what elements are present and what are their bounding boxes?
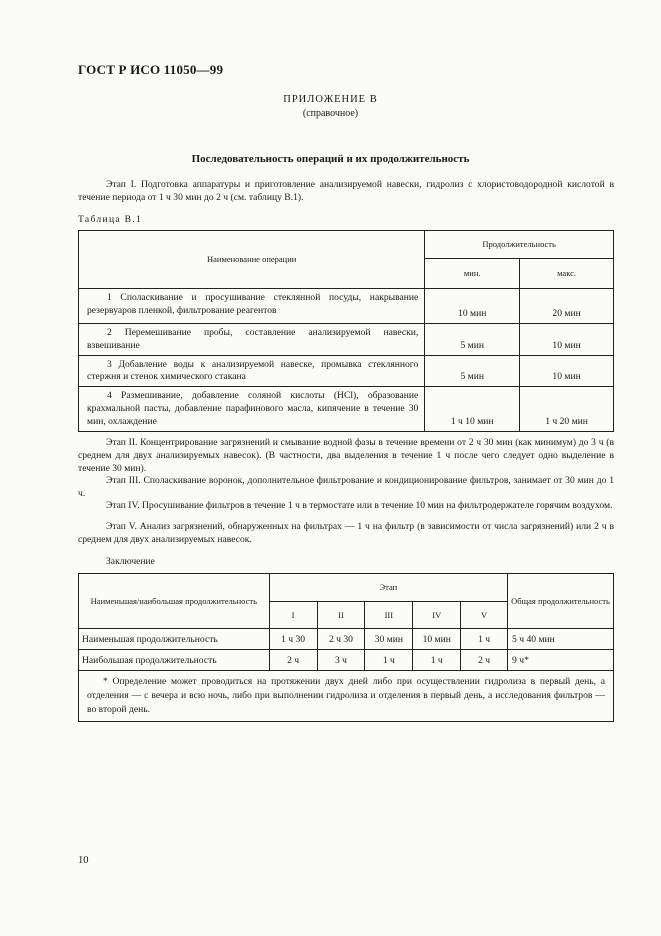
stage1-paragraph: Этап I. Подготовка аппаратуры и приготовление анализируемой навески, гидролиз с хлористоводородной кислотой в течение периода от 1 ч 30 мин до 2 ч (см. таблицу В.1). <box>78 179 614 203</box>
operation-text: 4 Размешивание, добавление соляной кислоты (HCl), образование крахмальной пасты, добавление парафинового масла, кипячение в течение 30 мин, охлаждение <box>87 390 419 427</box>
stage-col-header: IV <box>413 602 461 629</box>
max-cell: 1 ч 20 мин <box>520 387 614 432</box>
total-value: 9 ч* <box>508 650 614 671</box>
stage-value: 2 ч <box>461 650 508 671</box>
min-cell: 1 ч 10 мин <box>425 387 520 432</box>
table-row <box>79 324 614 356</box>
stage2-paragraph: Этап II. Концентрирование загрязнений и смывание водной фазы в течение времени от 2 ч 30 мин (как минимум) до 3 ч (в среднем для двух анализируемых навесок). (В частности, два выделения в течение 1 ч после чего следует одно выделение в течение 30 мин). <box>78 437 614 474</box>
table-row <box>79 289 614 324</box>
conclusion-label: Заключение <box>106 556 155 567</box>
total-value: 5 ч 40 мин <box>508 629 614 650</box>
footnote-text: * Определение может проводиться на протяжении двух дней либо при осуществлении гидролиза в первый день, а отделения — с вечера и всю ночь, либо при выполнении гидролиза и отделения в первый день, а исследования фильтров — во второй день. <box>87 676 605 715</box>
stage-value: 1 ч <box>461 629 508 650</box>
appendix-note: (справочное) <box>302 108 359 119</box>
stage4-paragraph: Этап IV. Просушивание фильтров в течение 1 ч в термостате или в течение 10 мин на фильтродержателе горячим воздухом. <box>106 500 613 511</box>
table-caption: Таблица В.1 <box>78 214 143 225</box>
stage-col-header: I <box>269 602 317 629</box>
max-cell: 10 мин <box>520 324 614 356</box>
stage-value: 1 ч 30 <box>269 629 317 650</box>
section-title: Последовательность операций и их продолжительность <box>191 153 470 165</box>
header-stage: Этап <box>269 574 507 602</box>
stage-col-header: II <box>317 602 365 629</box>
header-total: Общая продолжительность <box>508 574 614 629</box>
summary-table <box>78 573 614 722</box>
header-duration: Продолжительность <box>425 231 614 259</box>
stage-value: 2 ч 30 <box>317 629 365 650</box>
stage-value: 1 ч <box>413 650 461 671</box>
table-row <box>79 650 614 671</box>
row-label: Наименьшая продолжительность <box>79 629 270 650</box>
operations-table <box>78 230 614 432</box>
row-label: Наибольшая продолжительность <box>79 650 270 671</box>
table-row <box>79 629 614 650</box>
stage-value: 1 ч <box>365 650 413 671</box>
stage-col-header: III <box>365 602 413 629</box>
stage-value: 10 мин <box>413 629 461 650</box>
max-cell: 20 мин <box>520 289 614 324</box>
header-min: мин. <box>425 259 520 289</box>
max-cell: 10 мин <box>520 355 614 387</box>
operation-cell <box>79 289 425 324</box>
operation-cell <box>79 355 425 387</box>
min-cell: 10 мин <box>425 289 520 324</box>
operation-cell <box>79 324 425 356</box>
operation-text: 2 Перемешивание пробы, составление анализируемой навески, взвешивание <box>87 327 419 351</box>
stage5-paragraph: Этап V. Анализ загрязнений, обнаруженных на фильтрах — 1 ч на фильтр (в зависимости от числа загрязнений) или 2 ч в среднем для двух анализируемых навесок. <box>78 521 614 545</box>
table-row <box>79 355 614 387</box>
appendix-title: ПРИЛОЖЕНИЕ В <box>283 94 378 105</box>
header-label: Наименьшая/наибольшая продолжительность <box>79 574 270 629</box>
operation-text: 1 Споласкивание и просушивание стеклянной посуды, накрывание резервуаров пленкой, фильтрование реагентов <box>87 292 419 316</box>
header-operation: Наименование операции <box>79 231 425 289</box>
page-number: 10 <box>78 855 89 866</box>
min-cell: 5 мин <box>425 355 520 387</box>
table-footnote <box>79 671 614 722</box>
stage-value: 2 ч <box>269 650 317 671</box>
stage-value: 3 ч <box>317 650 365 671</box>
operation-text: 3 Добавление воды к анализируемой навеске, промывка стеклянного стержня и стенок химического стакана <box>87 358 419 383</box>
stage-col-header: V <box>461 602 508 629</box>
stage3-paragraph: Этап III. Споласкивание воронок, дополнительное фильтрование и кондиционирование фильтров, занимает от 30 мин до 1 ч. <box>78 475 614 499</box>
table-row <box>79 387 614 432</box>
min-cell: 5 мин <box>425 324 520 356</box>
document-id: ГОСТ Р ИСО 11050—99 <box>78 62 224 77</box>
stage-value: 30 мин <box>365 629 413 650</box>
header-max: макс. <box>520 259 614 289</box>
operation-cell <box>79 387 425 432</box>
